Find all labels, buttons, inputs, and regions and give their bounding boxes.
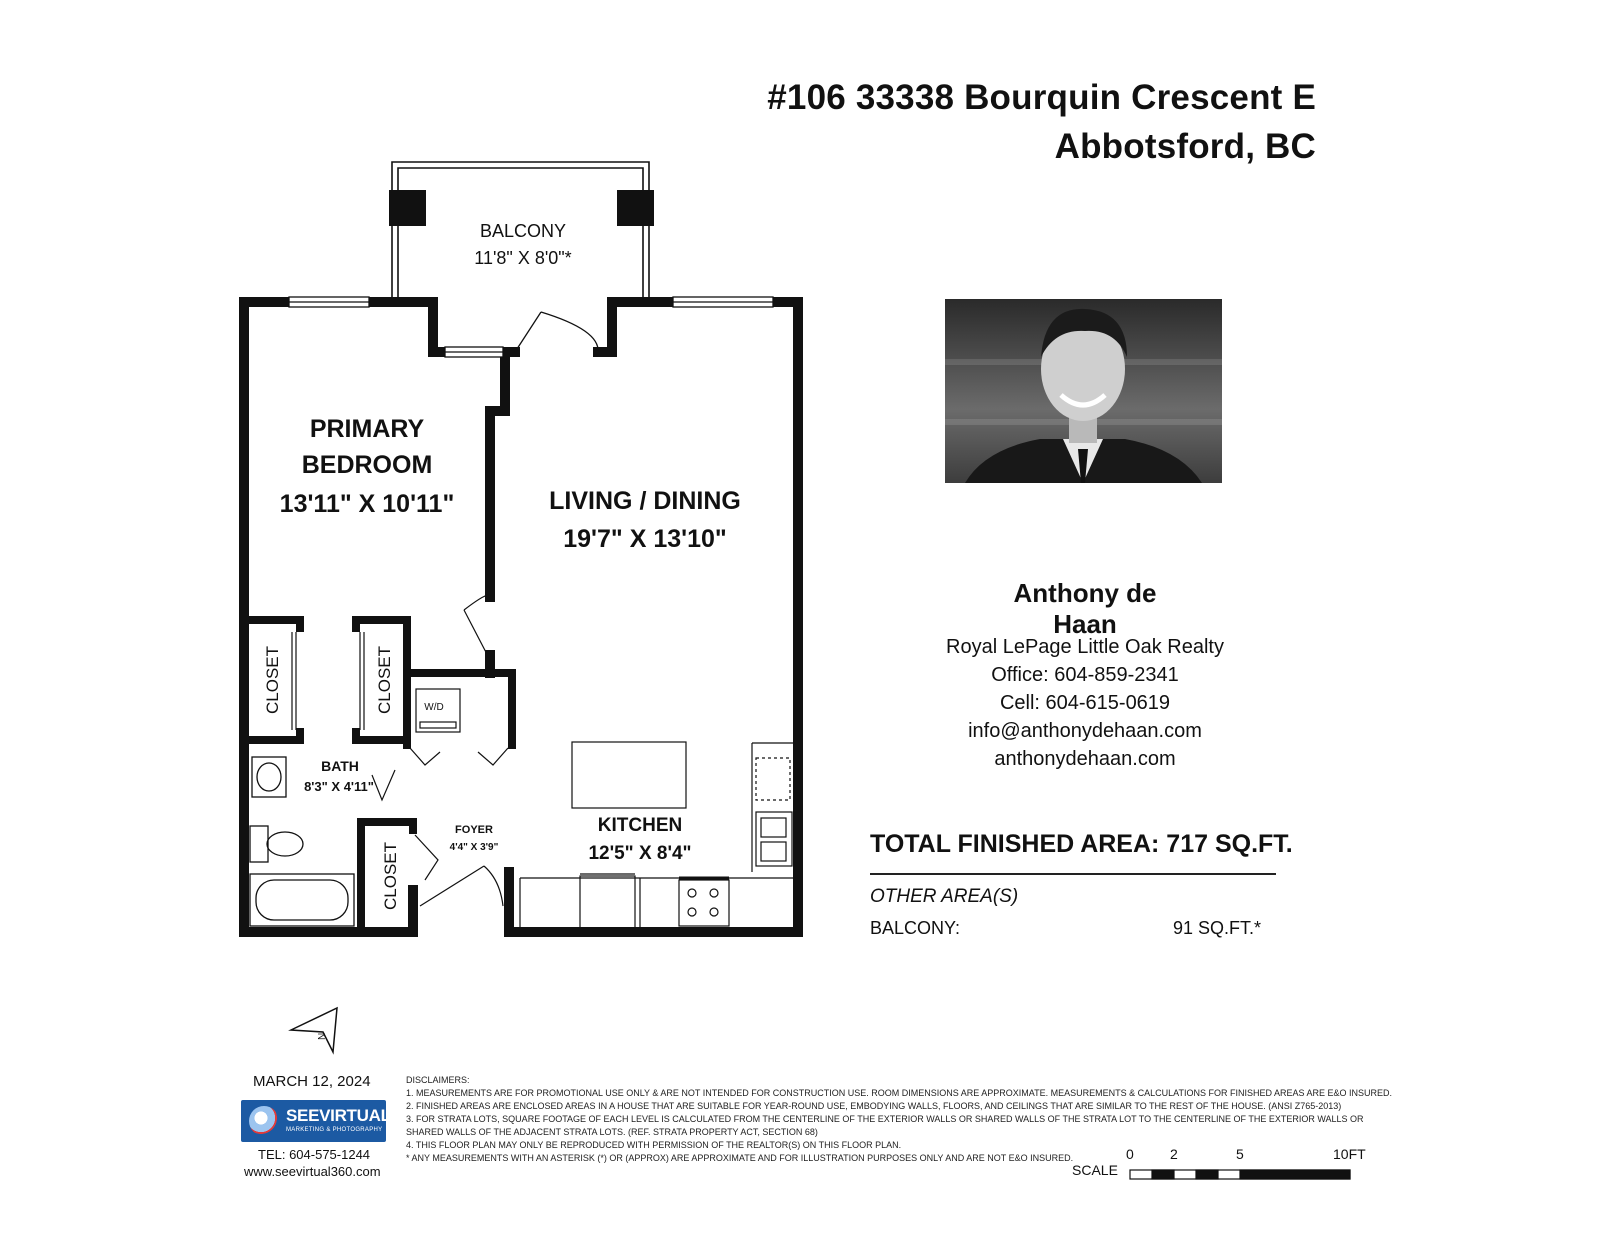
- compass-icon: [291, 1008, 337, 1052]
- balcony-post-right: [617, 190, 654, 226]
- disclaimer-line: 1. MEASUREMENTS ARE FOR PROMOTIONAL USE ONLY & ARE NOT INTENDED FOR CONSTRUCTION USE. ROOM DIMENSIONS ARE APPROXIMATE. MEASUREMENTS & CALCULATIONS FOR FINISHED AREAS ARE E&O INSURED.: [406, 1088, 1392, 1098]
- disclaimer-line: * ANY MEASUREMENTS WITH AN ASTERISK (*) OR (APPROX) ARE APPROXIMATE AND FOR ILLUSTRATION PURPOSES ONLY AND ARE NOT E&O INSURED.: [406, 1153, 1074, 1163]
- balcony-post-left: [389, 190, 426, 226]
- scale-tick: 5: [1236, 1146, 1244, 1162]
- balcony-dims: 11'8" X 8'0"*: [474, 248, 572, 268]
- scale-tick: 0: [1126, 1146, 1134, 1162]
- total-finished-area: TOTAL FINISHED AREA: 717 SQ.FT.: [870, 830, 1293, 858]
- closet-2-label: CLOSET: [375, 645, 394, 715]
- agent-office-phone[interactable]: Office: 604-859-2341: [991, 664, 1179, 686]
- divider: [870, 873, 1276, 875]
- closet-3-label: CLOSET: [381, 841, 400, 911]
- address-line-2: Abbotsford, BC: [1054, 127, 1316, 166]
- bedroom-label-2: BEDROOM: [301, 451, 433, 479]
- company-phone[interactable]: TEL: 604-575-1244: [258, 1147, 371, 1162]
- bath-dims: 8'3" X 4'11": [304, 779, 374, 794]
- kitchen-dims: 12'5" X 8'4": [588, 843, 692, 864]
- disclaimer-line: 2. FINISHED AREAS ARE ENCLOSED AREAS IN A HOUSE THAT ARE SUITABLE FOR YEAR-ROUND USE, EMBODYING WALLS, FLOORS, AND CEILINGS THAT ARE SIMILAR TO THE REST OF THE HOUSE. (ANSI Z765-2013): [406, 1101, 1342, 1111]
- walls: [244, 302, 798, 932]
- agent-company: Royal LePage Little Oak Realty: [946, 636, 1224, 658]
- foyer-label: FOYER: [455, 824, 493, 836]
- scale-tick: 10FT: [1333, 1146, 1366, 1162]
- agent-cell-phone[interactable]: Cell: 604-615-0619: [999, 692, 1171, 714]
- scale-bar: [1130, 1170, 1350, 1179]
- living-dims: 19'7" X 13'10": [563, 525, 727, 553]
- compass-label: N: [317, 1032, 328, 1040]
- seevirtual-logo: [241, 1100, 391, 1142]
- living-label: LIVING / DINING: [549, 487, 741, 515]
- balcony-door: [515, 312, 598, 352]
- scale-label: SCALE: [1072, 1162, 1118, 1178]
- address-line-1: #106 33338 Bourquin Crescent E: [767, 78, 1316, 117]
- plan-date: MARCH 12, 2024: [253, 1073, 371, 1090]
- balcony-area-label: BALCONY:: [870, 918, 961, 938]
- other-areas-heading: OTHER AREA(S): [870, 886, 1019, 907]
- agent-name: Anthony de Haan: [1013, 578, 1157, 639]
- company-website-link[interactable]: www.seevirtual360.com: [244, 1164, 381, 1179]
- agent-portrait-icon: [945, 299, 1222, 483]
- wd-label: W/D: [424, 702, 444, 713]
- disclaimer-line: 3. FOR STRATA LOTS, SQUARE FOOTAGE OF EACH LEVEL IS CALCULATED FROM THE CENTERLINE OF THE EXTERIOR WALLS OR SHARED WALLS OF THE STRATA LOT TO THE CENTERLINE OF THE EXTERIOR WALLS OR: [406, 1114, 1364, 1124]
- disclaimer-line: 4. THIS FLOOR PLAN MAY ONLY BE REPRODUCED WITH PERMISSION OF THE REALTOR(S) ON THIS FLOOR PLAN.: [406, 1140, 902, 1150]
- agent-website-link[interactable]: anthonydehaan.com: [994, 748, 1176, 770]
- bedroom-label-1: PRIMARY: [309, 415, 425, 443]
- foyer-dims: 4'4" X 3'9": [449, 842, 499, 853]
- balcony-label: BALCONY: [479, 221, 567, 241]
- balcony-area-value: 91 SQ.FT.*: [1173, 918, 1262, 938]
- disclaimer-heading: DISCLAIMERS:: [406, 1075, 470, 1085]
- bedroom-dims: 13'11" X 10'11": [279, 490, 455, 518]
- logo-title: SEEVIRTUAL: [286, 1106, 391, 1125]
- closet-doors: [292, 595, 508, 906]
- scale-tick: 2: [1170, 1146, 1178, 1162]
- logo-swirl-icon: [249, 1106, 279, 1136]
- logo-subtitle: MARKETING & PHOTOGRAPHY: [286, 1127, 383, 1133]
- closet-1-label: CLOSET: [263, 645, 282, 715]
- disclaimers: [406, 1074, 1392, 1165]
- bath-label: BATH: [321, 758, 359, 774]
- agent-email-link[interactable]: info@anthonydehaan.com: [968, 720, 1202, 742]
- disclaimer-line: SHARED WALLS OF THE ADJACENT STRATA LOTS. (REF. STRATA PROPERTY ACT, SECTION 68): [406, 1127, 818, 1137]
- kitchen-label: KITCHEN: [597, 815, 683, 836]
